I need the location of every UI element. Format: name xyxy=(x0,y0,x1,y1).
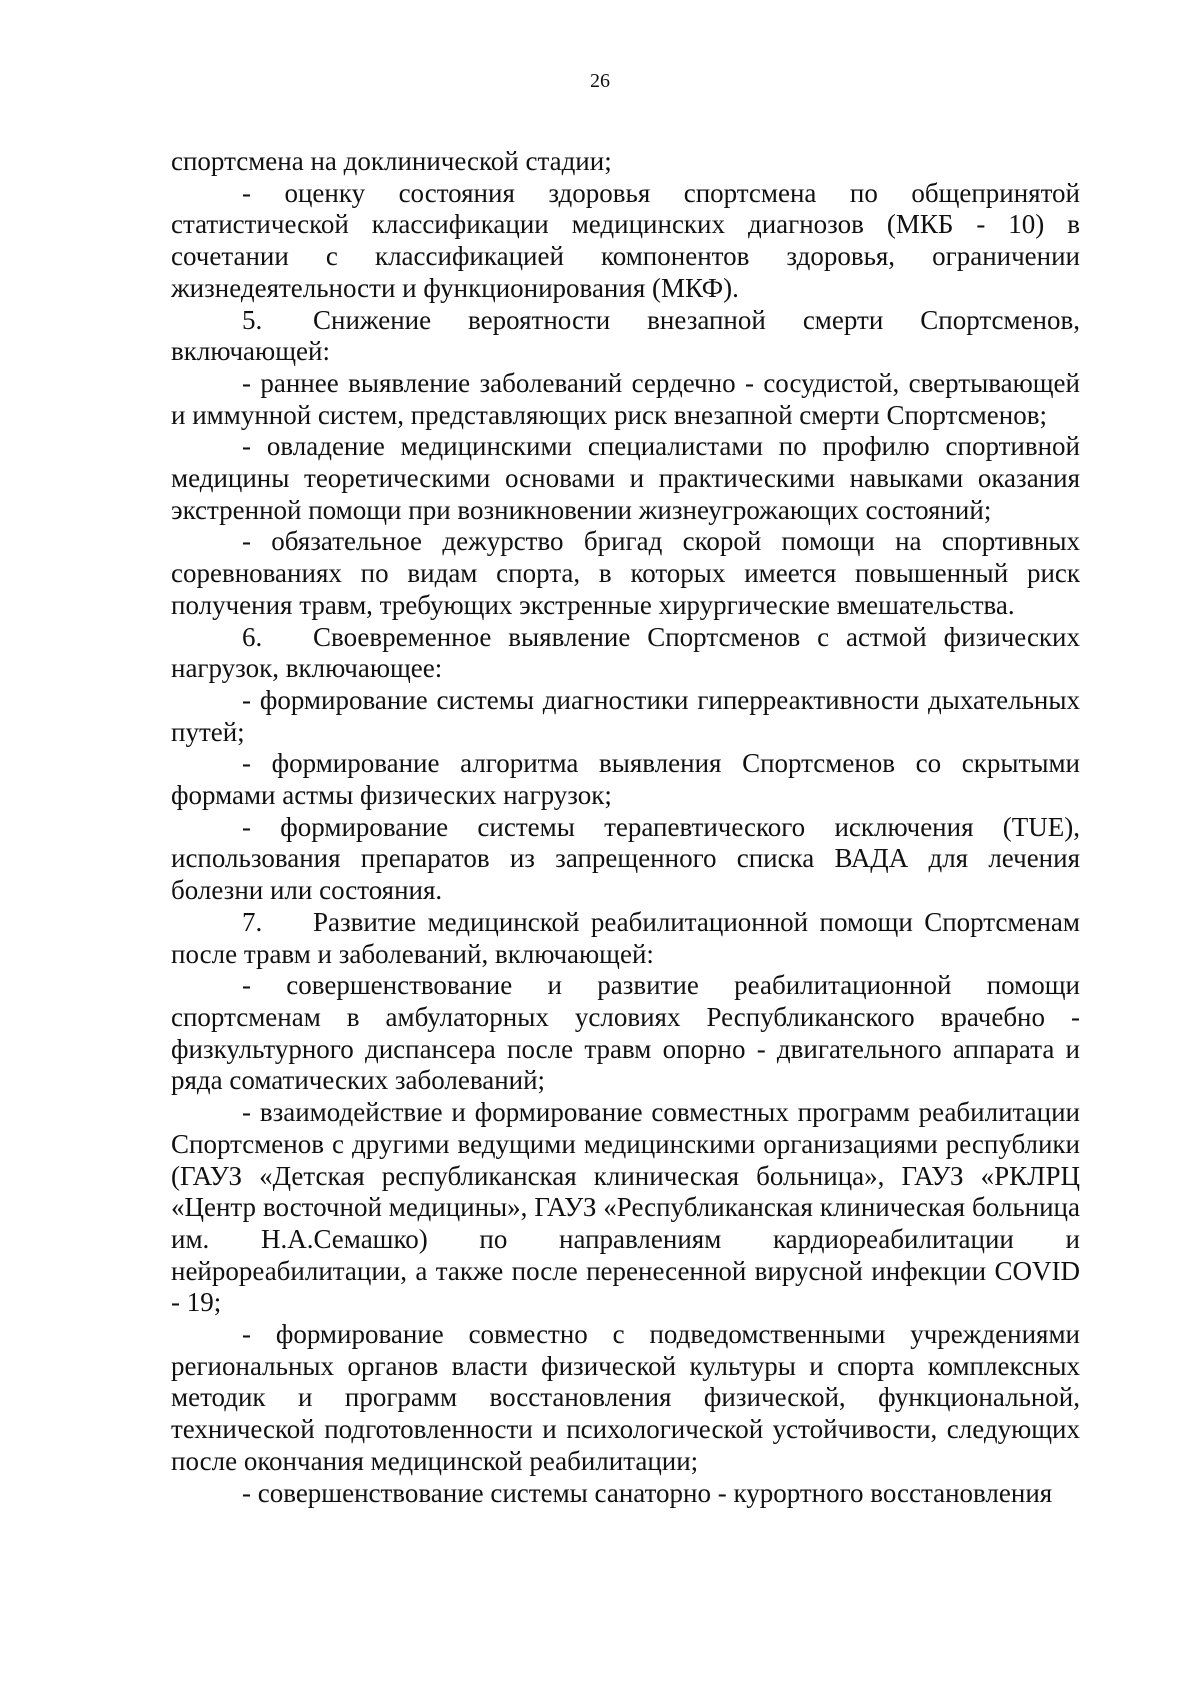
paragraph: - оценку состояния здоровья спортсмена по общепринятой статистической классификации медицинских диагнозов (МКБ - 10) в сочетании с классификацией компонентов здоровья, ограничении жизнедеятельности и функционирования (МКФ). xyxy=(171,177,1080,303)
paragraph: - овладение медицинскими специалистами по профилю спортивной медицины теоретическими основами и практическими навыками оказания экстренной помощи при возникновении жизнеугрожающих состояний; xyxy=(171,431,1080,525)
item-text: Своевременное выявление Спортсменов с астмой физических нагрузок, включающее: xyxy=(171,621,1080,684)
paragraph: спортсмена на доклинической стадии; xyxy=(171,146,612,176)
item-text: Снижение вероятности внезапной смерти Спортсменов, включающей: xyxy=(171,304,1080,367)
numbered-paragraph xyxy=(171,305,1080,368)
paragraph: - формирование алгоритма выявления Спортсменов со скрытыми формами астмы физических нагрузок; xyxy=(171,748,1080,811)
paragraph: - взаимодействие и формирование совместных программ реабилитации Спортсменов с другими ведущими медицинскими организациями республики (ГАУЗ «Детская республиканская клиническая больница», ГАУЗ «РКЛРЦ «Центр восточной медицины», ГАУЗ «Республиканская клиническая больница им. Н.А.Семашко) по направлениям кардиореабилитации и нейрореабилитации, а также после перенесенной вирусной инфекции COVID - 19; xyxy=(171,1097,1080,1318)
page-number: 26 xyxy=(590,70,610,92)
item-text: Развитие медицинской реабилитационной помощи Спортсменам после травм и заболеваний, включающей: xyxy=(171,906,1080,969)
paragraph: - раннее выявление заболеваний сердечно - сосудистой, свертывающей и иммунной систем, представляющих риск внезапной смерти Спортсменов; xyxy=(171,367,1080,430)
paragraph: - формирование системы диагностики гиперреактивности дыхательных путей; xyxy=(171,684,1080,747)
item-number: 6. xyxy=(242,621,263,652)
paragraph: - формирование совместно с подведомственными учреждениями региональных органов власти физической культуры и спорта комплексных методик и программ восстановления физической, функциональной, технической подготовленности и психологической устойчивости, следующих после окончания медицинской реабилитации; xyxy=(171,1319,1080,1476)
paragraph: - совершенствование и развитие реабилитационной помощи спортсменам в амбулаторных условиях Республиканского врачебно - физкультурного диспансера после травм опорно - двигательного аппарата и ряда соматических заболеваний; xyxy=(171,970,1080,1096)
paragraph: - формирование системы терапевтического исключения (TUE), использования препаратов из запрещенного списка ВАДА для лечения болезни или состояния. xyxy=(171,811,1080,906)
numbered-paragraph xyxy=(171,622,1080,685)
item-number: 5. xyxy=(242,304,263,335)
item-number: 7. xyxy=(242,906,263,937)
paragraph: - обязательное дежурство бригад скорой помощи на спортивных соревнованиях по видам спорта, в которых имеется повышенный риск получения травм, требующих экстренные хирургические вмешательства. xyxy=(171,526,1080,620)
numbered-paragraph xyxy=(171,907,1080,970)
paragraph: - совершенствование системы санаторно - курортного восстановления xyxy=(242,1477,1053,1508)
document-body xyxy=(171,146,1080,1509)
